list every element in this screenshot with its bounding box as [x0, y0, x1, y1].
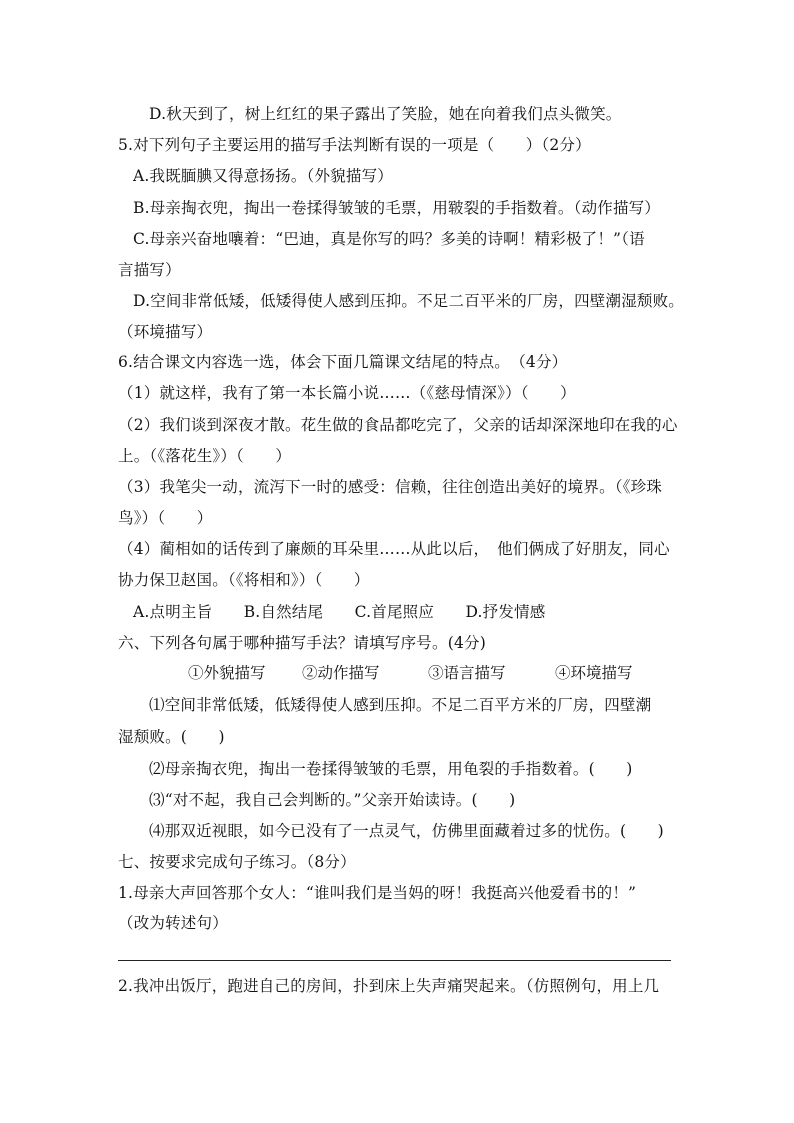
option-speech: ③语言描写	[428, 664, 506, 682]
q5-option-c: C.母亲兴奋地嚷着：“巴迪，真是你写的吗？多美的诗啊！精彩极了！”（语	[133, 230, 645, 248]
q5-option-d-cont: （环境描写）	[118, 323, 213, 341]
q6-stem: 6.结合课文内容选一选，体会下面几篇课文结尾的特点。 （4分）	[118, 353, 568, 371]
option-appearance: ①外貌描写	[188, 664, 266, 682]
s6-item-1: ⑴空间非常低矮，低矮得使人感到压抑。不足二百平方米的厂房，四壁潮	[149, 696, 652, 714]
q6-item-4: （4）蔺相如的话传到了廉颇的耳朵里……从此以后， 他们俩成了好朋友，同心	[118, 540, 670, 558]
q5-option-a: A.我既腼腆又得意扬扬。（外貌描写）	[133, 167, 393, 185]
q5-stem: 5.对下列句子主要运用的描写手法判断有误的一项是（ ）（2分）	[118, 136, 591, 154]
s7-q1: 1.母亲大声回答那个女人：“谁叫我们是当妈的呀！我挺高兴他爱看书的！”	[118, 884, 637, 902]
answer-line[interactable]	[118, 960, 671, 961]
q4-option-d: D.秋天到了，树上红红的果子露出了笑脸，她在向着我们点头微笑。	[149, 105, 622, 123]
q6-item-3-cont: 鸟》）（ ）	[118, 509, 213, 527]
s7-q2: 2.我冲出饭厅，跑进自己的房间，扑到床上失声痛哭起来。（仿照例句，用上几	[118, 977, 660, 995]
q6-item-3: （3）我笔尖一动，流泻下一时的感受：信赖，往往创造出美好的境界。（《珍珠	[118, 478, 663, 496]
s6-item-3: ⑶“对不起，我自己会判断的。”父亲开始读诗。( )	[149, 791, 516, 809]
q6-item-4-cont: 协力保卫赵国。（《将相和》）（ ）	[118, 571, 370, 589]
s6-item-1-cont: 湿颓败。( )	[118, 728, 225, 746]
q6-item-2-cont: 上。（《落花生》）（ ）	[118, 447, 292, 465]
option-environment: ④环境描写	[555, 664, 633, 682]
q6-choices: A.点明主旨 B.自然结尾 C.首尾照应 D.抒发情感	[133, 603, 546, 621]
section-6-heading: 六、下列各句属于哪种描写手法？请填写序号。(4分)	[118, 634, 486, 652]
q5-option-b: B.母亲掏衣兜，掏出一卷揉得皱皱的毛票，用皲裂的手指数着。（动作描写）	[133, 199, 661, 217]
s6-item-2: ⑵母亲掏衣兜，掏出一卷揉得皱皱的毛票，用龟裂的手指数着。( )	[149, 760, 633, 778]
s7-q1-instruction: （改为转述句）	[118, 914, 228, 932]
q6-item-1: （1）就这样，我有了第一本长篇小说……（《慈母情深》）（ ）	[118, 384, 576, 402]
option-action: ②动作描写	[302, 664, 380, 682]
q6-item-2: （2）我们谈到深夜才散。花生做的食品都吃完了，父亲的话却深深地印在我的心	[118, 416, 678, 434]
s6-item-4: ⑷那双近视眼，如今已没有了一点灵气，仿佛里面藏着过多的忧伤。( )	[149, 822, 664, 840]
q5-option-c-cont: 言描写）	[118, 261, 181, 279]
section-7-heading: 七、按要求完成句子练习。（8分）	[118, 853, 356, 871]
q5-option-d: D.空间非常低矮，低矮得使人感到压抑。不足二百平米的厂房，四壁潮湿颓败。	[133, 292, 685, 310]
